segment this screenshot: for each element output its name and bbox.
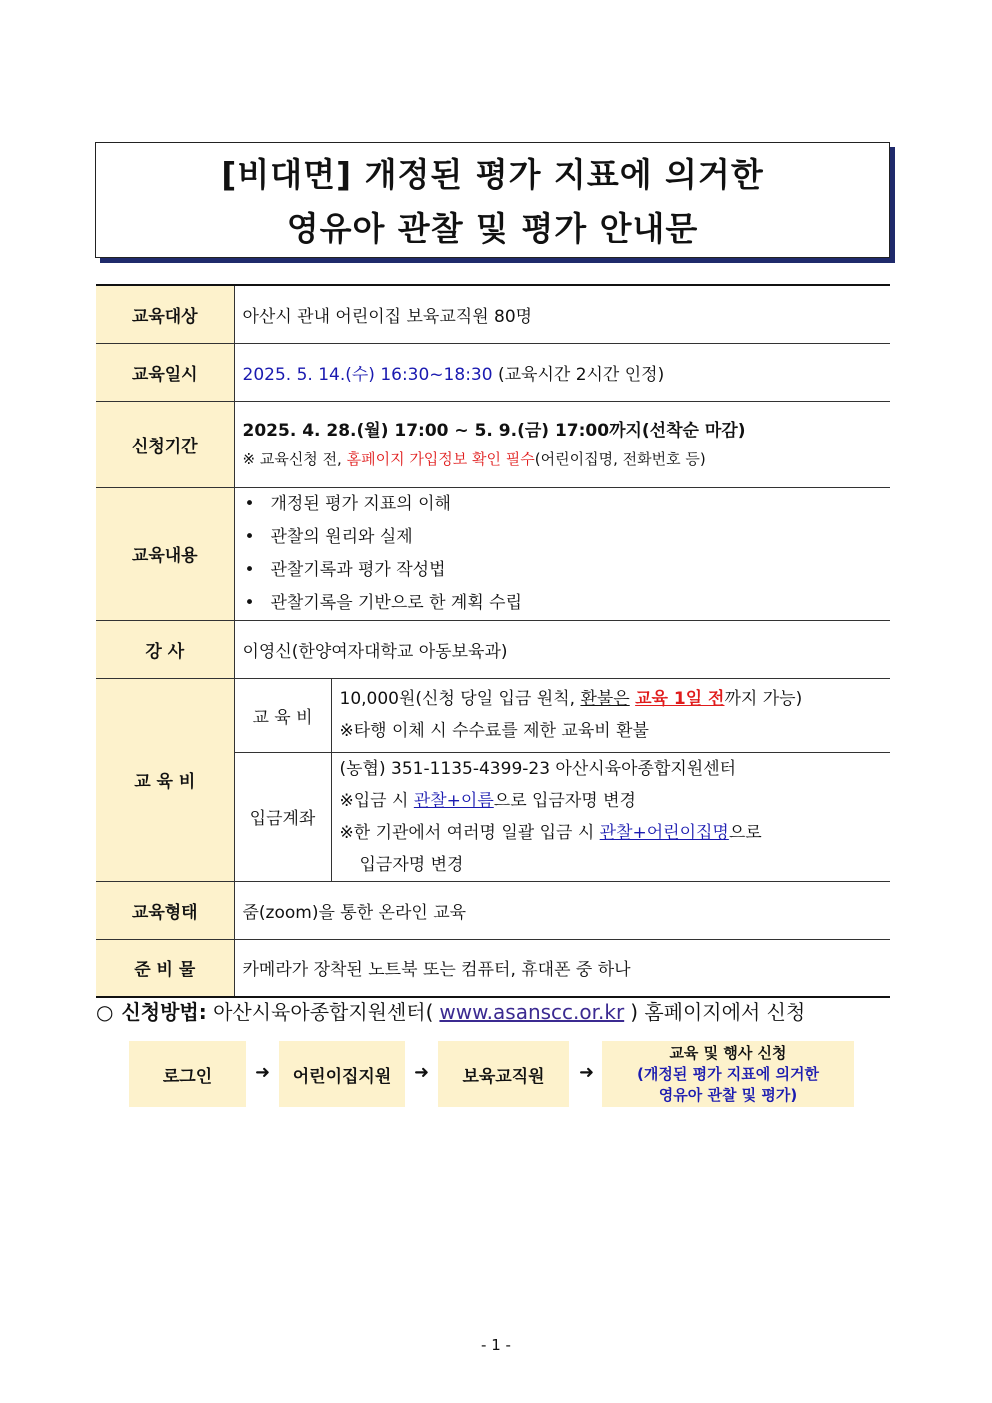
method-label: 신청방법:: [121, 1000, 207, 1024]
period-note-red: 홈페이지 가입정보 확인 필수: [346, 450, 535, 468]
arrow-right-icon: ➜: [414, 1062, 430, 1083]
account-line-2: [340, 785, 883, 817]
account-line-3-b: 관찰+어린이집명: [599, 822, 729, 843]
value-lecturer: 이영신(한양여자대학교 아동보육과): [234, 620, 890, 678]
account-line-4: 입금자명 변경: [359, 854, 464, 875]
datetime-note: (교육시간 2시간 인정): [492, 364, 665, 385]
label-fee: 교 육 비: [96, 678, 234, 881]
row-period: [96, 401, 890, 487]
row-content: [96, 487, 890, 620]
fee-text-deadline: 교육 1일 전: [635, 689, 725, 709]
arrow-right-icon: ➜: [579, 1062, 595, 1083]
label-period: 신청기간: [96, 401, 234, 487]
title-box: [95, 142, 890, 258]
content-item: • 관찰기록과 평가 작성법: [243, 554, 883, 587]
period-main: 2025. 4. 28.(월) 17:00 ~ 5. 9.(금) 17:00까지(선착순 마감): [242, 421, 746, 441]
fee-line-2: ※타행 이체 시 수수료를 제한 교육비 환불: [339, 721, 649, 741]
row-prep: [96, 939, 890, 997]
step-login: 로그인: [129, 1041, 246, 1107]
step-apply: [602, 1041, 854, 1107]
content-item: • 개정된 평가 지표의 이해: [243, 488, 883, 521]
row-datetime: [96, 343, 890, 401]
fee-line-1: [340, 683, 883, 715]
period-note-suffix: (어린이집명, 전화번호 등): [534, 450, 706, 468]
value-fee: [331, 678, 890, 752]
row-target: [96, 285, 890, 343]
method-text-a: 아산시육아종합지원센터(: [213, 1000, 434, 1024]
content-item: • 관찰의 원리와 실제: [243, 521, 883, 554]
account-line-1: (농협) 351-1135-4399-23 아산시육아종합지원센터: [339, 758, 737, 779]
row-format: [96, 881, 890, 939]
label-lecturer: 강 사: [96, 620, 234, 678]
step-apply-sub2: 영유아 관찰 및 평가): [658, 1085, 798, 1104]
row-fee-1: [96, 678, 890, 752]
fee-text-e: 까지 가능): [724, 689, 803, 709]
step-apply-title: 교육 및 행사 신청: [669, 1043, 787, 1062]
account-line-3: [340, 817, 883, 849]
period-note-prefix: ※ 교육신청 전,: [242, 450, 347, 468]
label-format: 교육형태: [96, 881, 234, 939]
step-staff: 보육교직원: [438, 1041, 569, 1107]
title-line-2: 영유아 관찰 및 평가 안내문: [286, 209, 699, 248]
info-table: [96, 284, 890, 998]
value-datetime: [234, 343, 890, 401]
datetime-main: 2025. 5. 14.(수) 16:30~18:30: [242, 364, 493, 385]
period-note: [243, 446, 883, 472]
account-line-2-c: 으로 입금자명 변경: [493, 790, 636, 811]
account-line-3-a: ※한 기관에서 여러명 일괄 입금 시: [339, 822, 600, 843]
label-datetime: 교육일시: [96, 343, 234, 401]
method-text-b: ) 홈페이지에서 신청: [630, 1000, 806, 1024]
step-daycare-support: 어린이집지원: [279, 1041, 405, 1107]
title-line-1: [비대면] 개정된 평가 지표에 의거한: [221, 155, 764, 194]
value-period: [234, 401, 890, 487]
sublabel-fee: 교 육 비: [234, 678, 331, 752]
label-prep: 준 비 물: [96, 939, 234, 997]
value-target: 아산시 관내 어린이집 보육교직원 80명: [234, 285, 890, 343]
apply-method: [96, 996, 805, 1025]
label-content: 교육내용: [96, 487, 234, 620]
content-list: [243, 488, 883, 620]
fee-text-a: 10,000원(신청 당일 입금 원칙,: [339, 689, 581, 709]
sublabel-account: 입금계좌: [234, 752, 331, 881]
arrow-right-icon: ➜: [255, 1062, 271, 1083]
label-target: 교육대상: [96, 285, 234, 343]
account-line-3-c: 으로: [728, 822, 762, 843]
value-account: [331, 752, 890, 881]
step-apply-sub1: (개정된 평가 지표에 의거한: [637, 1064, 819, 1083]
page-number: - 1 -: [481, 1336, 511, 1354]
row-lecturer: [96, 620, 890, 678]
circle-bullet: ○: [96, 1000, 114, 1024]
value-prep: 카메라가 장착된 노트북 또는 컴퓨터, 휴대폰 중 하나: [234, 939, 890, 997]
account-line-2-b: 관찰+이름: [413, 790, 494, 811]
content-item: • 관찰기록을 기반으로 한 계획 수립: [243, 587, 883, 620]
value-format: 줌(zoom)을 통한 온라인 교육: [234, 881, 890, 939]
fee-text-refund: 환불은: [580, 689, 630, 709]
value-content: [234, 487, 890, 620]
account-line-2-a: ※입금 시: [339, 790, 414, 811]
website-link[interactable]: www.asanscc.or.kr: [439, 1000, 625, 1024]
